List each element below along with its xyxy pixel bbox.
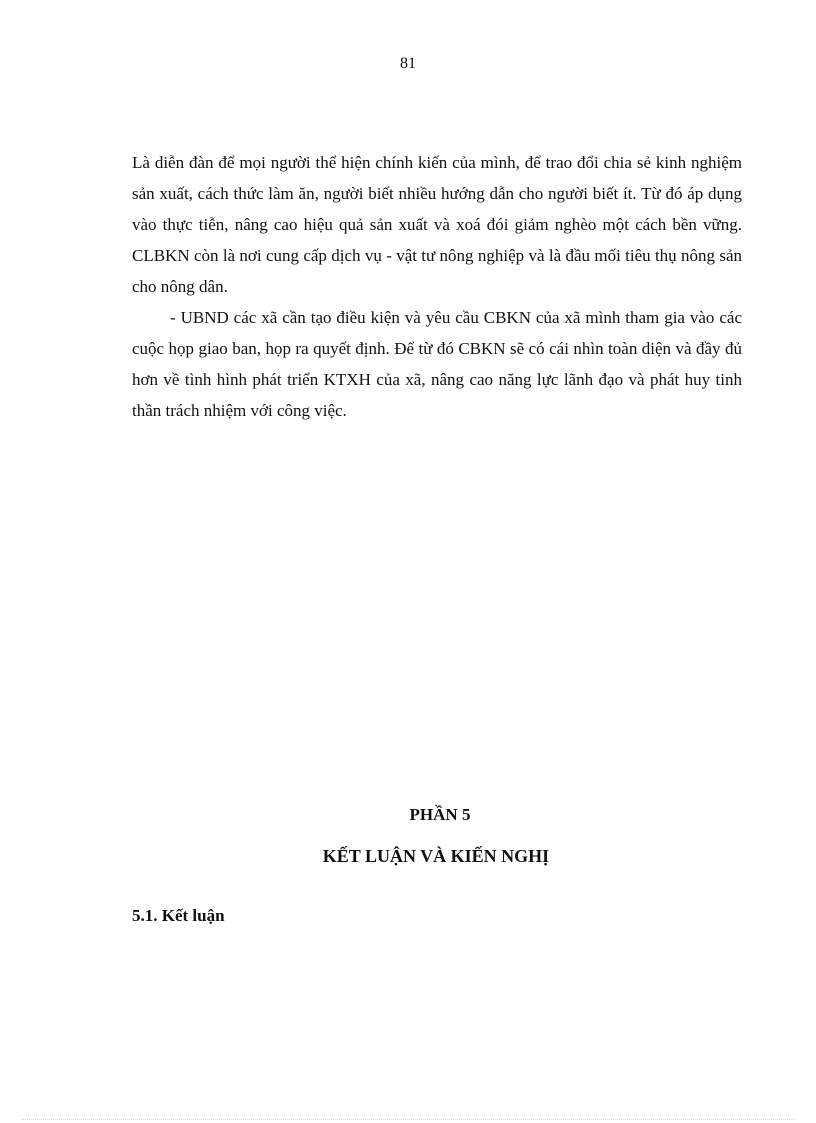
page-number: 81 <box>400 55 416 72</box>
section-title: KẾT LUẬN VÀ KIẾN NGHỊ <box>322 846 550 866</box>
paragraph-continuation: Là diễn đàn để mọi người thể hiện chính kiến của mình, để trao đổi chia sẻ kinh nghiệm sản xuất, cách thức làm ăn, người biết nhiều hướng dẫn cho người biết ít. Từ đó áp dụng vào thực tiễn, nâng cao hiệu quả sản xuất và xoá đói giảm nghèo một cách bền vững. CLBKN còn là nơi cung cấp dịch vụ - vật tư nông nghiệp và là đầu mối tiêu thụ nông sản cho nông dân. <box>132 153 742 296</box>
body-text <box>132 147 742 426</box>
section-part-label: PHẦN 5 <box>409 805 471 824</box>
page-bottom-divider <box>22 1119 794 1120</box>
subsection-heading: 5.1. Kết luận <box>132 906 225 925</box>
paragraph-ubnd-recommendation: - UBND các xã cần tạo điều kiện và yêu cầu CBKN của xã mình tham gia vào các cuộc họp giao ban, họp ra quyết định. Để từ đó CBKN sẽ có cái nhìn toàn diện và đầy đủ hơn về tình hình phát triển KTXH của xã, nâng cao năng lực lãnh đạo và phát huy tinh thần trách nhiệm với công việc. <box>132 308 742 420</box>
